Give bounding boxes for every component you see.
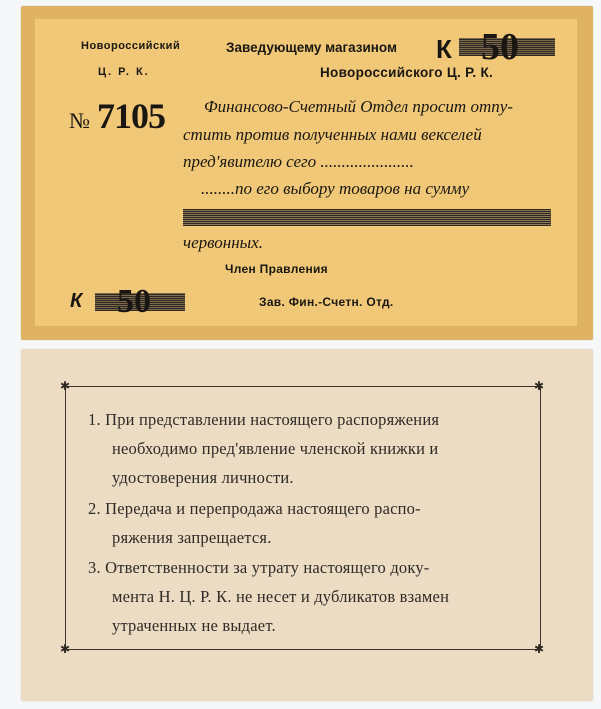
banknote-front xyxy=(21,6,593,340)
denomination-prefix-top: К xyxy=(436,34,452,64)
body-line4: ........по его выбору товаров на сумму xyxy=(201,179,470,198)
rule1-line1: 1. При представлении настоящего распоряжения xyxy=(88,410,440,429)
rule2-line2: ряжения запрещается. xyxy=(112,528,272,547)
body-line2: стить против полученных нами векселей xyxy=(183,125,482,144)
rule3-line1: 3. Ответственности за утрату настоящего доку- xyxy=(88,558,430,577)
corner-ornament-icon: ✱ xyxy=(59,379,71,393)
rule2-line1: 2. Передача и перепродажа настоящего распо- xyxy=(88,499,421,518)
signature-board-member: Член Правления xyxy=(225,262,328,276)
corner-ornament-icon: ✱ xyxy=(533,642,545,656)
rule3-line3: утраченных не выдает. xyxy=(112,616,276,635)
rule3-line2: мента Н. Ц. Р. К. не несет и дубликатов взамен xyxy=(112,587,450,606)
denomination-prefix-bottom: К xyxy=(70,290,83,312)
issuer-line1: Новороссийский xyxy=(81,40,181,52)
corner-ornament-icon: ✱ xyxy=(59,642,71,656)
corner-ornament-icon: ✱ xyxy=(533,379,545,393)
denomination-bottom: 50 xyxy=(117,283,151,320)
denomination-top: 50 xyxy=(481,26,519,68)
issuer-line2: Ц. Р. К. xyxy=(98,66,150,78)
body-line1: Финансово-Счетный Отдел просит отпу- xyxy=(204,97,513,116)
signature-finance-head: Зав. Фин.-Счетн. Отд. xyxy=(259,295,394,309)
banknote-back xyxy=(21,349,593,701)
rule1-line2: необходимо пред'явление членской книжки и xyxy=(112,439,439,458)
body-line3: пред'явителю сего ...................... xyxy=(183,152,414,171)
body-line5: червонных. xyxy=(183,233,263,252)
amount-band xyxy=(183,209,551,226)
rule1-line3: удостоверения личности. xyxy=(112,468,294,487)
serial-number: 7105 xyxy=(97,96,165,136)
addressee-line1: Заведующему магазином xyxy=(226,40,397,55)
addressee-line2: Новороссийского Ц. Р. К. xyxy=(320,65,494,80)
number-prefix: № xyxy=(69,108,90,133)
